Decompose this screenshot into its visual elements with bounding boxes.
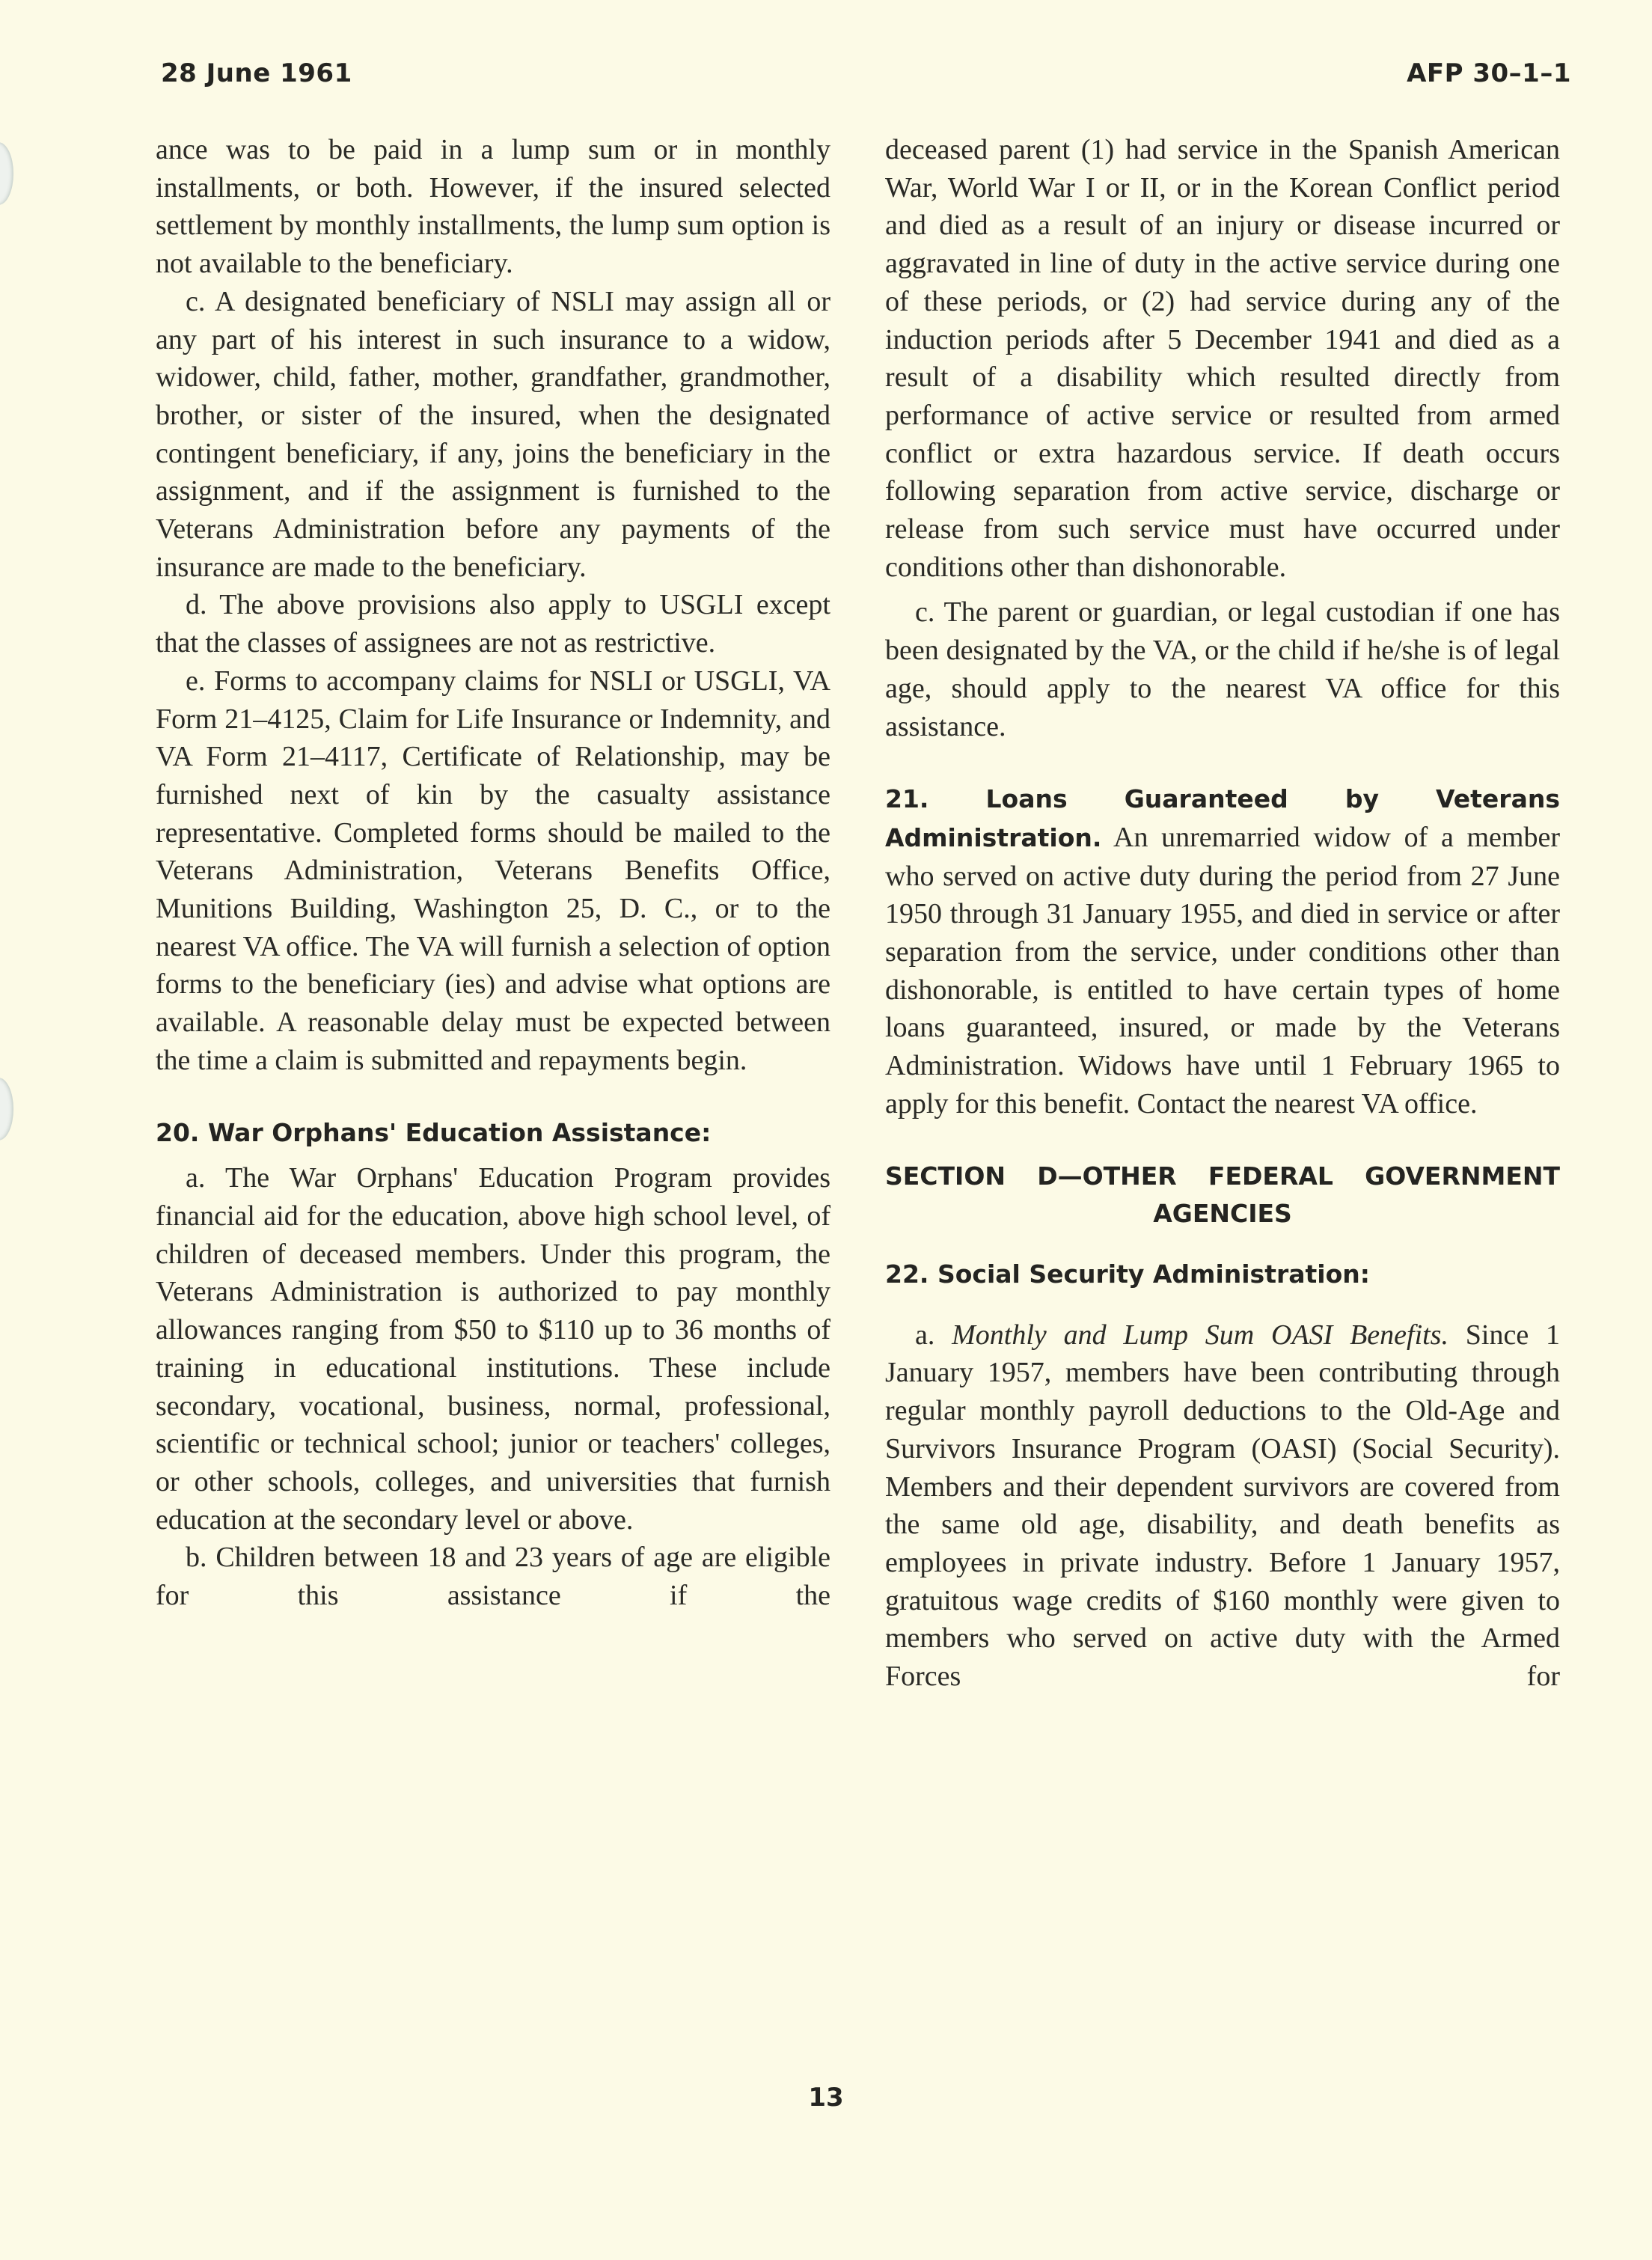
paragraph-19d: d. The above provisions also apply to USGLI except that the classes of assignees are not as restrictive. [156, 589, 830, 659]
paragraph-20c: c. The parent or guardian, or legal custodian if one has been designated by the VA, or the child if he/she is of legal age, should apply to the nearest VA office for this assistance. [885, 596, 1560, 742]
paragraph-21-body: An unremarried widow of a member who served on active duty during the period from 27 June 1950 through 31 January 1955, and died in service or after separation from the service, under conditions other than dishonorable, is entitled to have certain types of home loans guaranteed, insured, or made by the Veterans Administration. Widows have until 1 February 1965 to apply for this benefit. Contact the nearest VA office. [885, 821, 1560, 1120]
left-column [156, 131, 830, 1615]
paragraph-19c: c. A designated beneficiary of NSLI may assign all or any part of his interest in such insurance to a widow, widower, child, father, mother, grandfather, grandmother, brother, or sister of the insured, when the designated contingent beneficiary, if any, joins the beneficiary in the assignment, and if the assignment is furnished to the Veterans Administration before any payments of the insurance are made to the beneficiary. [156, 285, 830, 583]
paragraph-20a: a. The War Orphans' Education Program provides financial aid for the education, above high school level, of children of deceased members. Under this program, the Veterans Administration is authorized to pay monthly allowances ranging from $50 to $110 up to 36 months of training in educational institutions. These include secondary, vocational, business, normal, professional, scientific or technical school; junior or teachers' colleges, or other schools, colleges, and universities that furnish education at the secondary level or above. [156, 1162, 830, 1536]
heading-21-loans: 21. Loans Guaranteed by Veterans Administration. [885, 784, 1560, 852]
paragraph-19e: e. Forms to accompany claims for NSLI or USGLI, VA Form 21–4125, Claim for Life Insurance or Indemnity, and VA Form 21–4117, Certificate of Relationship, may be furnished next of kin by the casualty assistance representative. Completed forms should be mailed to the Veterans Administration, Veterans Benefits Office, Munitions Building, Washington 25, D. C., or to the nearest VA office. The VA will furnish a selection of option forms to the beneficiary (ies) and advise what options are available. A reasonable delay must be expected between the time a claim is submitted and repayments begin. [156, 665, 830, 1076]
paragraph-continuation: ance was to be paid in a lump sum or in monthly installments, or both. However, if the insured selected settlement by monthly installments, the lump sum option is not available to the beneficiary. [156, 134, 830, 280]
paragraph-22a-label: a. [915, 1319, 952, 1351]
section-d-heading-line2: AGENCIES [1153, 1199, 1292, 1229]
right-column [885, 131, 1560, 1696]
paragraph-21 [885, 780, 1560, 1123]
heading-22-social-security: 22. Social Security Administration: [885, 1259, 1370, 1289]
header-pub-number: AFP 30–1–1 [1407, 58, 1571, 88]
binder-hole-middle [0, 1078, 13, 1140]
page-number: 13 [808, 2083, 844, 2113]
section-d-heading-line1: SECTION D—OTHER FEDERAL GOVERNMENT [885, 1161, 1560, 1191]
paragraph-22a [885, 1316, 1560, 1696]
paragraph-22a-title: Monthly and Lump Sum OASI Benefits. [952, 1319, 1448, 1351]
heading-20-war-orphans: 20. War Orphans' Education Assistance: [156, 1117, 712, 1147]
paragraph-22a-body: Since 1 January 1957, members have been contributing through regular monthly payroll deductions to the Old-Age and Survivors Insurance Program (OASI) (Social Security). Members and their dependent survivors are covered from the same old age, disability, and death benefits as employees in private industry. Before 1 January 1957, gratuitous wage credits of $160 monthly were given to members who served on active duty with the Armed Forces for [885, 1319, 1560, 1693]
header-date: 28 June 1961 [161, 58, 352, 88]
binder-hole-top [0, 142, 13, 205]
paragraph-20b-continuation: deceased parent (1) had service in the Spanish American War, World War I or II, or in the Korean Conflict period and died as a result of an injury or disease incurred or aggravated in line of duty in the active service during one of these periods, or (2) had service during any of the induction periods after 5 December 1941 and died as a result of a disability which resulted directly from performance of active service or resulted from armed conflict or extra hazardous service. If death occurs following separation from active service, discharge or release from such service must have occurred under conditions other than dishonorable. [885, 134, 1560, 583]
paragraph-20b: b. Children between 18 and 23 years of age are eligible for this assistance if the [156, 1542, 830, 1612]
